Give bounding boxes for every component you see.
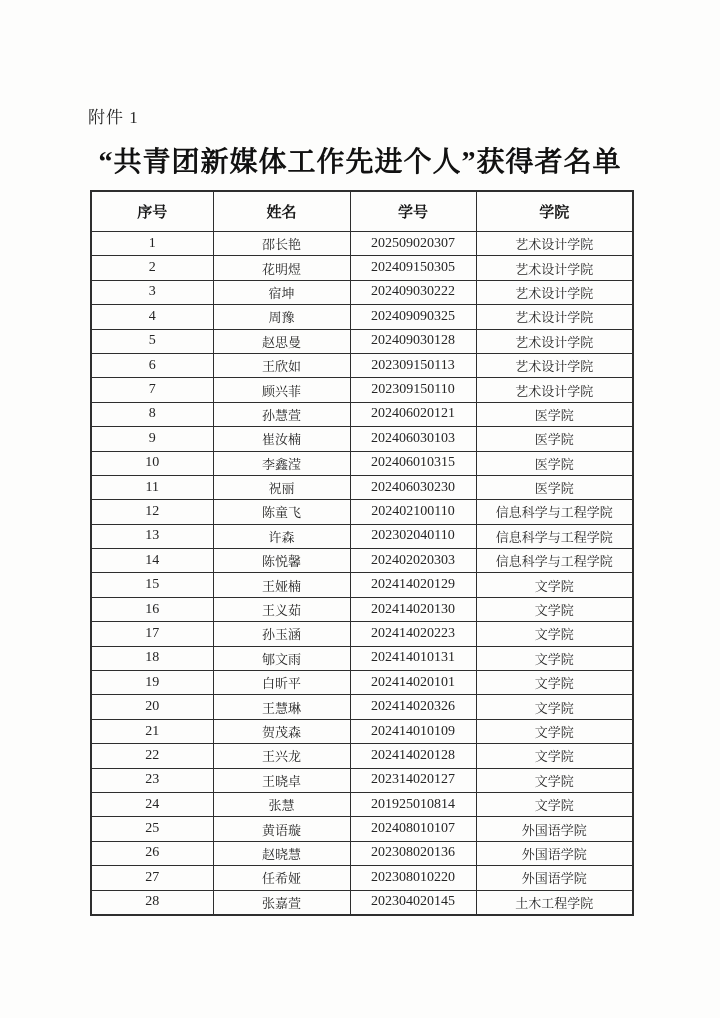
cell-student-id: 202402020303 — [350, 549, 476, 573]
cell-name: 邵长艳 — [213, 232, 350, 256]
cell-no: 26 — [91, 841, 213, 865]
attachment-label: 附件 1 — [88, 108, 139, 127]
cell-no: 15 — [91, 573, 213, 597]
cell-no: 27 — [91, 866, 213, 890]
cell-college: 艺术设计学院 — [476, 353, 633, 377]
cell-student-id: 202402100110 — [350, 500, 476, 524]
cell-name: 王慧琳 — [213, 695, 350, 719]
table-row — [91, 671, 633, 695]
cell-student-id: 202408010107 — [350, 817, 476, 841]
cell-name: 赵思曼 — [213, 329, 350, 353]
cell-college: 艺术设计学院 — [476, 329, 633, 353]
table-row — [91, 573, 633, 597]
cell-no: 21 — [91, 719, 213, 743]
cell-college: 外国语学院 — [476, 817, 633, 841]
cell-no: 10 — [91, 451, 213, 475]
table-row — [91, 549, 633, 573]
cell-student-id: 202414020223 — [350, 622, 476, 646]
cell-college: 信息科学与工程学院 — [476, 524, 633, 548]
table-row — [91, 744, 633, 768]
cell-college: 信息科学与工程学院 — [476, 500, 633, 524]
cell-college: 外国语学院 — [476, 841, 633, 865]
table-row — [91, 890, 633, 915]
cell-no: 13 — [91, 524, 213, 548]
cell-name: 张慧 — [213, 792, 350, 816]
cell-name: 贺茂森 — [213, 719, 350, 743]
table-row — [91, 792, 633, 816]
cell-college: 土木工程学院 — [476, 890, 633, 915]
cell-name: 陈童飞 — [213, 500, 350, 524]
cell-college: 艺术设计学院 — [476, 378, 633, 402]
table-row — [91, 597, 633, 621]
cell-student-id: 202406020121 — [350, 402, 476, 426]
table-row — [91, 475, 633, 499]
cell-name: 郇文雨 — [213, 646, 350, 670]
cell-college: 外国语学院 — [476, 866, 633, 890]
table-row — [91, 232, 633, 256]
cell-student-id: 202314020127 — [350, 768, 476, 792]
cell-name: 宿坤 — [213, 280, 350, 304]
header-name: 姓名 — [213, 191, 350, 232]
cell-student-id: 202309150110 — [350, 378, 476, 402]
cell-name: 张嘉萱 — [213, 890, 350, 915]
cell-name: 任希娅 — [213, 866, 350, 890]
table-row — [91, 378, 633, 402]
cell-no: 17 — [91, 622, 213, 646]
header-row — [91, 191, 633, 232]
cell-name: 崔汝楠 — [213, 427, 350, 451]
page-title: “共青团新媒体工作先进个人”获得者名单 — [98, 147, 622, 178]
table-row — [91, 500, 633, 524]
header-college: 学院 — [476, 191, 633, 232]
cell-no: 18 — [91, 646, 213, 670]
header-student-id: 学号 — [350, 191, 476, 232]
table-row — [91, 427, 633, 451]
cell-student-id: 202309150113 — [350, 353, 476, 377]
cell-no: 3 — [91, 280, 213, 304]
cell-student-id: 202406010315 — [350, 451, 476, 475]
table-header — [91, 191, 633, 232]
cell-student-id: 202414020326 — [350, 695, 476, 719]
cell-name: 孙玉涵 — [213, 622, 350, 646]
cell-name: 孙慧萱 — [213, 402, 350, 426]
table-row — [91, 305, 633, 329]
cell-student-id: 202414020101 — [350, 671, 476, 695]
cell-college: 艺术设计学院 — [476, 232, 633, 256]
cell-no: 14 — [91, 549, 213, 573]
cell-no: 23 — [91, 768, 213, 792]
cell-no: 28 — [91, 890, 213, 915]
cell-name: 许森 — [213, 524, 350, 548]
cell-name: 王娅楠 — [213, 573, 350, 597]
cell-student-id: 202406030103 — [350, 427, 476, 451]
table-row — [91, 719, 633, 743]
cell-student-id: 202302040110 — [350, 524, 476, 548]
cell-college: 艺术设计学院 — [476, 280, 633, 304]
cell-student-id: 202414010131 — [350, 646, 476, 670]
cell-college: 文学院 — [476, 719, 633, 743]
cell-student-id: 202409030222 — [350, 280, 476, 304]
cell-name: 王义茹 — [213, 597, 350, 621]
cell-name: 周豫 — [213, 305, 350, 329]
cell-student-id: 202414020130 — [350, 597, 476, 621]
cell-college: 医学院 — [476, 451, 633, 475]
cell-no: 1 — [91, 232, 213, 256]
cell-student-id: 202409150305 — [350, 256, 476, 280]
cell-no: 9 — [91, 427, 213, 451]
awardees-table — [90, 190, 634, 916]
table-row — [91, 768, 633, 792]
cell-student-id: 202414020128 — [350, 744, 476, 768]
cell-name: 赵晓慧 — [213, 841, 350, 865]
cell-name: 白昕平 — [213, 671, 350, 695]
cell-student-id: 202409090325 — [350, 305, 476, 329]
cell-no: 20 — [91, 695, 213, 719]
cell-college: 医学院 — [476, 402, 633, 426]
cell-college: 文学院 — [476, 646, 633, 670]
table-row — [91, 841, 633, 865]
cell-college: 医学院 — [476, 427, 633, 451]
cell-college: 文学院 — [476, 573, 633, 597]
cell-no: 6 — [91, 353, 213, 377]
cell-no: 16 — [91, 597, 213, 621]
table-row — [91, 451, 633, 475]
cell-college: 文学院 — [476, 671, 633, 695]
cell-student-id: 202509020307 — [350, 232, 476, 256]
table-row — [91, 622, 633, 646]
table-row — [91, 329, 633, 353]
cell-student-id: 202409030128 — [350, 329, 476, 353]
table-body — [91, 232, 633, 915]
table-row — [91, 524, 633, 548]
cell-no: 7 — [91, 378, 213, 402]
table-row — [91, 866, 633, 890]
cell-college: 信息科学与工程学院 — [476, 549, 633, 573]
cell-name: 陈悦馨 — [213, 549, 350, 573]
cell-college: 文学院 — [476, 792, 633, 816]
cell-student-id: 202308010220 — [350, 866, 476, 890]
cell-no: 22 — [91, 744, 213, 768]
cell-no: 19 — [91, 671, 213, 695]
cell-college: 文学院 — [476, 768, 633, 792]
cell-no: 5 — [91, 329, 213, 353]
cell-student-id: 202414020129 — [350, 573, 476, 597]
table-row — [91, 695, 633, 719]
table-row — [91, 280, 633, 304]
cell-name: 王欣如 — [213, 353, 350, 377]
cell-name: 黄语璇 — [213, 817, 350, 841]
cell-college: 文学院 — [476, 622, 633, 646]
cell-no: 2 — [91, 256, 213, 280]
cell-student-id: 202414010109 — [350, 719, 476, 743]
cell-name: 王晓卓 — [213, 768, 350, 792]
cell-college: 文学院 — [476, 744, 633, 768]
cell-college: 艺术设计学院 — [476, 305, 633, 329]
cell-name: 花明煜 — [213, 256, 350, 280]
table-row — [91, 256, 633, 280]
cell-name: 李鑫滢 — [213, 451, 350, 475]
cell-student-id: 202406030230 — [350, 475, 476, 499]
cell-name: 王兴龙 — [213, 744, 350, 768]
cell-no: 12 — [91, 500, 213, 524]
cell-name: 祝丽 — [213, 475, 350, 499]
cell-name: 顾兴菲 — [213, 378, 350, 402]
cell-no: 4 — [91, 305, 213, 329]
cell-no: 25 — [91, 817, 213, 841]
table-row — [91, 817, 633, 841]
cell-student-id: 202304020145 — [350, 890, 476, 915]
cell-no: 8 — [91, 402, 213, 426]
header-no: 序号 — [91, 191, 213, 232]
table-row — [91, 646, 633, 670]
cell-no: 11 — [91, 475, 213, 499]
cell-student-id: 201925010814 — [350, 792, 476, 816]
cell-college: 文学院 — [476, 695, 633, 719]
cell-college: 医学院 — [476, 475, 633, 499]
cell-college: 艺术设计学院 — [476, 256, 633, 280]
table-row — [91, 353, 633, 377]
cell-college: 文学院 — [476, 597, 633, 621]
cell-no: 24 — [91, 792, 213, 816]
table-row — [91, 402, 633, 426]
cell-student-id: 202308020136 — [350, 841, 476, 865]
